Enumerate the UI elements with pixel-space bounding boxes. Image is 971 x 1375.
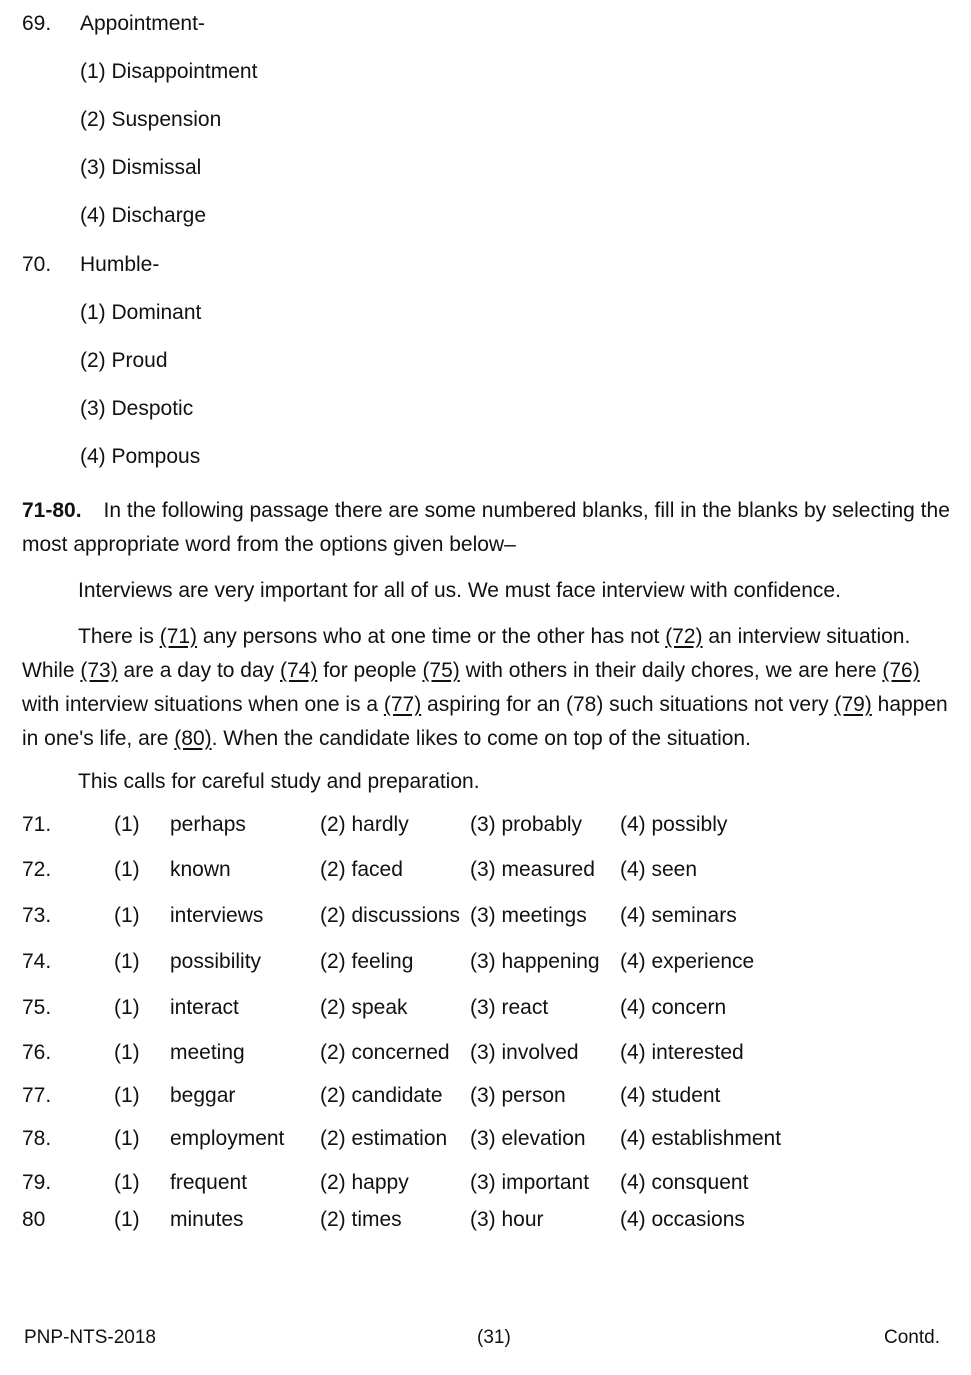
option-1-text: meeting <box>170 1041 245 1064</box>
blank-72: (72) <box>665 625 703 648</box>
passage-paragraph-3: This calls for careful study and preparation. <box>78 770 480 793</box>
option-2: (2) concerned <box>320 1041 450 1064</box>
blank-73: (73) <box>80 659 118 682</box>
question-69-option-1: (1) Disappointment <box>80 60 258 83</box>
question-70-word: Humble- <box>80 253 160 276</box>
option-1-text: beggar <box>170 1084 236 1107</box>
option-1-text: minutes <box>170 1208 244 1231</box>
option-2: (2) estimation <box>320 1127 448 1150</box>
option-row-number: 79. <box>22 1171 52 1194</box>
option-1-label: (1) <box>114 1171 140 1194</box>
option-1-text: employment <box>170 1127 285 1150</box>
section-range: 71-80. <box>22 499 82 522</box>
option-2: (2) times <box>320 1208 402 1231</box>
option-3: (3) person <box>470 1084 566 1107</box>
passage-text: for people <box>317 659 423 682</box>
section-instruction-text: In the following passage there are some numbered blanks, fill in the blanks by selecting the most appropriate word from the options given below– <box>22 499 950 556</box>
question-69-word: Appointment- <box>80 12 205 35</box>
option-2: (2) speak <box>320 996 408 1019</box>
option-3: (3) react <box>470 996 549 1019</box>
question-69-option-4: (4) Discharge <box>80 204 207 227</box>
blank-79: (79) <box>834 693 872 716</box>
blank-77: (77) <box>383 693 422 716</box>
blank-76: (76) <box>882 659 920 682</box>
option-2: (2) hardly <box>320 813 409 836</box>
passage-text: are a day to day <box>117 659 280 682</box>
passage-text: an interview situation. While <box>22 625 911 682</box>
option-1-label: (1) <box>114 904 140 927</box>
option-row-number: 72. <box>22 858 52 881</box>
option-3: (3) hour <box>470 1208 544 1231</box>
option-3: (3) involved <box>470 1041 579 1064</box>
option-row-number: 73. <box>22 904 52 927</box>
option-1-text: interviews <box>170 904 264 927</box>
passage-text: . When the candidate likes to come on top of the situation. <box>211 727 751 750</box>
option-row-number: 75. <box>22 996 52 1019</box>
option-3: (3) measured <box>470 858 595 881</box>
option-4: (4) experience <box>620 950 755 973</box>
option-3: (3) probably <box>470 813 583 836</box>
option-4: (4) possibly <box>620 813 728 836</box>
option-1-text: known <box>170 858 231 881</box>
option-1-label: (1) <box>114 1208 140 1231</box>
option-1-label: (1) <box>114 1127 140 1150</box>
passage-paragraph-1: Interviews are very important for all of us. We must face interview with confidence. <box>78 579 841 602</box>
option-row-number: 78. <box>22 1127 52 1150</box>
option-1-label: (1) <box>114 858 140 881</box>
passage-text: such situations not very <box>603 693 835 716</box>
passage-text: with interview situations when one is a <box>22 693 384 716</box>
option-row-number: 74. <box>22 950 52 973</box>
passage-text: with others in their daily chores, we are here <box>459 659 883 682</box>
footer-page-number: (31) <box>477 1327 511 1348</box>
question-69-number: 69. <box>22 12 52 35</box>
question-70-option-1: (1) Dominant <box>80 301 202 324</box>
question-70-option-2: (2) Proud <box>80 349 168 372</box>
passage-paragraph-2 <box>22 620 954 756</box>
option-4: (4) occasions <box>620 1208 745 1231</box>
option-4: (4) concern <box>620 996 727 1019</box>
option-1-label: (1) <box>114 996 140 1019</box>
question-69-option-3: (3) Dismissal <box>80 156 202 179</box>
option-3: (3) important <box>470 1171 590 1194</box>
option-1-text: frequent <box>170 1171 248 1194</box>
question-70-number: 70. <box>22 253 52 276</box>
option-4: (4) consquent <box>620 1171 749 1194</box>
footer-code: PNP-NTS-2018 <box>24 1327 156 1348</box>
option-2: (2) faced <box>320 858 403 881</box>
option-4: (4) seen <box>620 858 698 881</box>
blank-78: (78) <box>565 693 604 716</box>
passage-text: aspiring for an <box>421 693 566 716</box>
option-4: (4) establishment <box>620 1127 782 1150</box>
passage-text: happen in one's life, are <box>22 693 948 750</box>
option-1-label: (1) <box>114 813 140 836</box>
question-69-option-2: (2) Suspension <box>80 108 222 131</box>
passage-text: any persons who at one time or the other has not <box>197 625 666 648</box>
option-2: (2) happy <box>320 1171 409 1194</box>
option-3: (3) happening <box>470 950 600 973</box>
question-70-option-3: (3) Despotic <box>80 397 194 420</box>
option-2: (2) feeling <box>320 950 414 973</box>
passage-text: There is <box>78 625 160 648</box>
option-3: (3) elevation <box>470 1127 586 1150</box>
section-instruction <box>22 494 957 562</box>
blank-75: (75) <box>422 659 460 682</box>
footer-contd: Contd. <box>884 1327 940 1348</box>
blank-74: (74) <box>280 659 318 682</box>
blank-71: (71) <box>159 625 198 648</box>
question-70-option-4: (4) Pompous <box>80 445 201 468</box>
option-4: (4) interested <box>620 1041 744 1064</box>
option-row-number: 71. <box>22 813 52 836</box>
option-row-number: 77. <box>22 1084 52 1107</box>
option-1-label: (1) <box>114 950 140 973</box>
option-1-label: (1) <box>114 1084 140 1107</box>
option-4: (4) seminars <box>620 904 737 927</box>
option-2: (2) candidate <box>320 1084 443 1107</box>
option-row-number: 76. <box>22 1041 52 1064</box>
blank-80: (80) <box>174 727 212 750</box>
option-2: (2) discussions <box>320 904 461 927</box>
option-row-number: 80 <box>22 1208 46 1231</box>
option-3: (3) meetings <box>470 904 587 927</box>
option-1-label: (1) <box>114 1041 140 1064</box>
option-1-text: perhaps <box>170 813 246 836</box>
option-1-text: possibility <box>170 950 262 973</box>
option-4: (4) student <box>620 1084 721 1107</box>
option-1-text: interact <box>170 996 239 1019</box>
